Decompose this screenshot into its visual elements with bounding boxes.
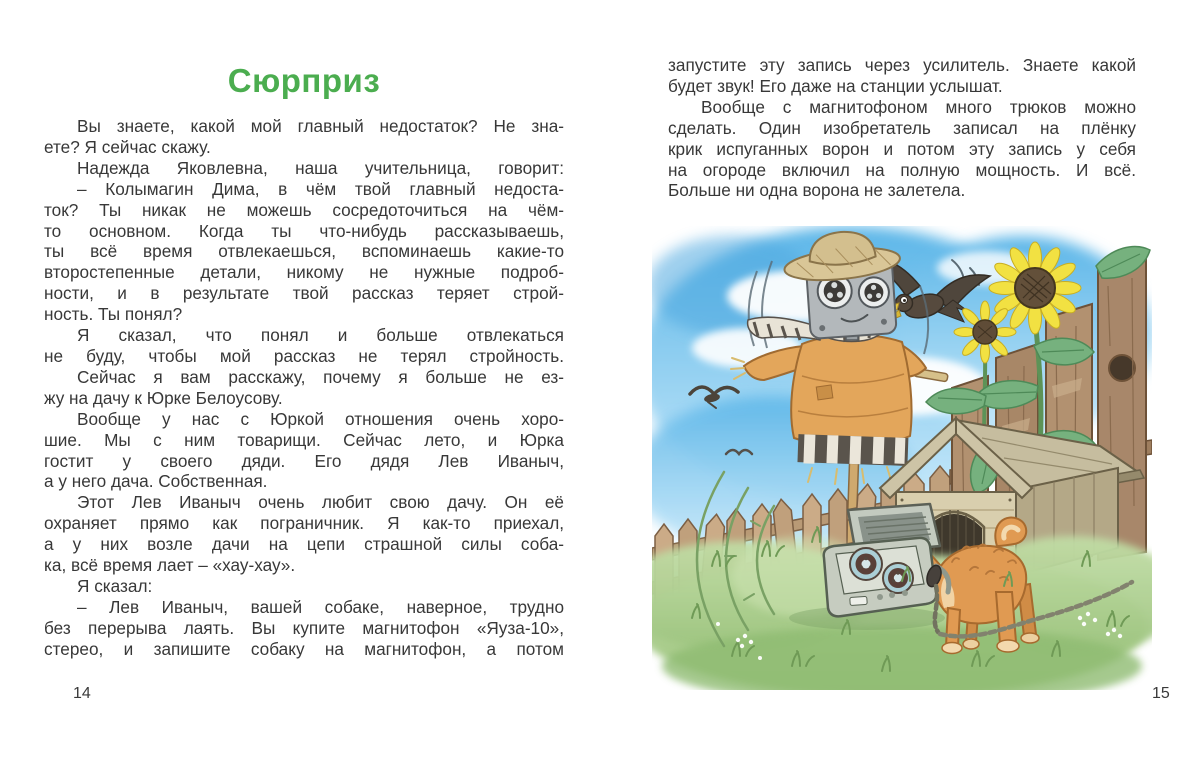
text-line: Вообще с магнитофоном много трюков можно — [701, 96, 1136, 117]
text-line: шие. Мы с ним товарищи. Сейчас лето, и Юрка — [44, 429, 564, 450]
page-left-text — [44, 116, 564, 660]
text-line: ности, и в результате твой рассказ теряет строй- — [44, 283, 564, 304]
text-line: жу на дачу к Юрке Белоусову. — [44, 387, 283, 408]
text-line: Вы знаете, какой мой главный недостаток? Не зна- — [77, 116, 564, 136]
text-line: будет звук! Его даже на станции услышат. — [668, 75, 1003, 96]
text-line: ка, всё время лает – «хау-хау». — [44, 555, 296, 576]
text-line: Вообще у нас с Юркой отношения очень хоро- — [77, 408, 564, 429]
story-title: Сюрприз — [227, 62, 381, 99]
page-number-right: 15 — [1152, 685, 1170, 702]
text-line: – Колымагин Дима, в чём твой главный недоста- — [77, 178, 564, 199]
text-line: Я сказал, что понял и больше отвлекаться — [77, 325, 564, 346]
text-line: Сейчас я вам расскажу, почему я больше не ез- — [77, 366, 564, 387]
text-line: Больше ни одна ворона не залетела. — [668, 180, 966, 201]
sunflower-small — [954, 301, 1016, 363]
text-line: второстепенные детали, никому не нужные подроб- — [44, 262, 564, 283]
text-line: а у них возле дачи на цепи страшной силы соба- — [44, 534, 564, 555]
text-line: Я сказал: — [77, 575, 153, 596]
text-line: ность. Ты понял? — [44, 304, 183, 325]
recorder-reel-left — [850, 548, 882, 580]
text-line: а у него дача. Собственная. — [44, 471, 268, 492]
scarecrow-fringe — [797, 434, 908, 467]
page-number-left: 14 — [73, 685, 91, 702]
fence-knot-hole — [1109, 355, 1135, 381]
reel-eye-right — [858, 276, 890, 308]
text-line: без перерыва лаять. Вы купите магнитофон «Яуза-10», — [44, 617, 564, 638]
text-line: сделать. Один изобретатель записал на плёнку — [668, 117, 1136, 138]
text-line: на огороде включил на полную мощность. И всё. — [668, 159, 1136, 180]
text-line: Надежда Яковлевна, наша учительница, говорит: — [77, 157, 564, 178]
text-line: не буду, чтобы мой рассказ не терял стройность. — [44, 345, 564, 366]
text-line: Этот Лев Иваныч очень любит свою дачу. Он её — [77, 492, 564, 513]
text-line: ете? Я сейчас скажу. — [44, 136, 211, 157]
text-line: гостит у своего дяди. Его дядя Лев Иваныч, — [44, 450, 564, 471]
text-line: крик испуганных ворон и потом эту запись у себя — [668, 138, 1136, 159]
text-line: ток? Ты никак не можешь сосредоточиться на чём- — [44, 199, 564, 220]
dog-tail — [995, 518, 1026, 546]
text-line: стерео, и запишите собаку на магнитофон, а потом — [44, 638, 564, 659]
text-line: охраняет прямо как пограничник. Я как-то приехал, — [44, 513, 564, 534]
story-illustration — [652, 226, 1152, 690]
text-line: то основном. Когда ты что-нибудь рассказываешь, — [44, 220, 564, 241]
text-line: ты всё время отвлекаешься, вспоминаешь какие-то — [44, 241, 564, 262]
text-line: – Лев Иваныч, вашей собаке, наверное, трудно — [77, 596, 564, 617]
page-right-text — [668, 55, 1136, 201]
text-line: запустите эту запись через усилитель. Знаете какой — [668, 55, 1136, 75]
scarecrow-tunic — [791, 335, 911, 446]
